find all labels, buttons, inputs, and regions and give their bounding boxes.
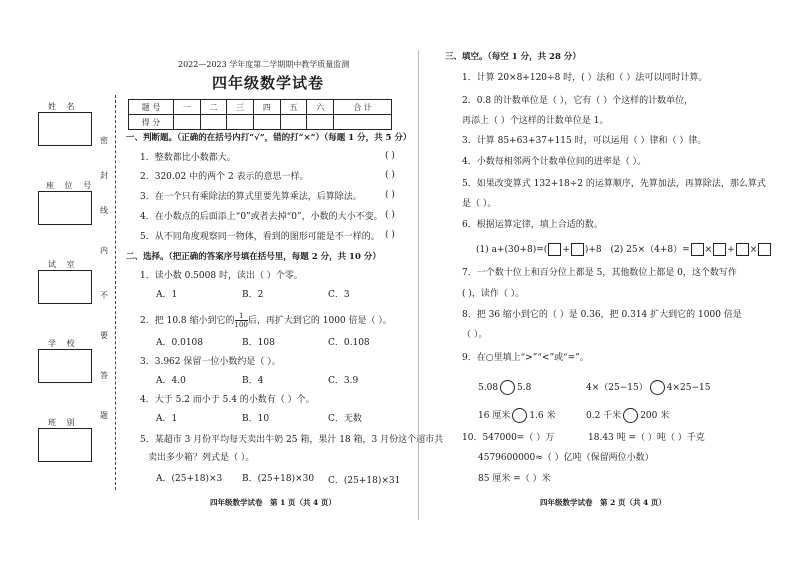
score-header-cell: 五 <box>280 100 307 115</box>
choice-option[interactable]: C．(25+18)×31 <box>328 476 401 486</box>
score-cell[interactable] <box>334 115 392 130</box>
field-label-room: 试 室 <box>48 260 79 269</box>
score-table <box>128 99 392 130</box>
choice-option[interactable]: C．无数 <box>328 414 362 424</box>
choice-option[interactable]: A．(25+18)×3 <box>156 474 223 484</box>
field-label-school: 学 校 <box>48 339 79 348</box>
fill-question: 7．一个数十位上和百分位上都是 5，其他数位上都是 0，这个数写作 <box>462 268 737 278</box>
score-header-cell: 三 <box>227 100 254 115</box>
choice-question: 2．把 10.8 缩小到它的 $\frac{1}{100}$ 后，再扩大到它的 1000 倍是（ ）。 <box>140 312 392 329</box>
judge-question: 5．从不同角度观察同一物体，看到的图形可能是不一样的。 <box>140 232 380 242</box>
section3-title: 三、填空。（每空 1 分，共 28 分） <box>445 52 581 62</box>
compare-item: 0.2 千米 200 米 <box>586 408 669 423</box>
footer-left: 四年级数学试卷 第 1 页（共 4 页） <box>210 498 336 507</box>
choice-option[interactable]: B．(25+18)×30 <box>242 474 315 484</box>
footer-right: 四年级数学试卷 第 2 页（共 4 页） <box>540 498 666 507</box>
judge-question: 4．在小数点的后面添上“0”或者去掉“0”，小数的大小不变。 <box>140 212 383 222</box>
score-header-cell: 合 计 <box>334 100 392 115</box>
answer-box[interactable] <box>548 243 561 256</box>
fill-question: 4．小数每相邻两个计数单位间的进率是（ ）。 <box>462 157 647 167</box>
compare-item: 4×（25−15） 4×25−15 <box>586 380 710 395</box>
score-cell[interactable] <box>174 115 201 130</box>
compare-circle[interactable] <box>500 380 515 395</box>
fill-question-cont: 再添上（ ）个这样的计数单位是 1。 <box>462 116 609 126</box>
judge-question: 2．320.02 中的两个 2 表示的意思一样。 <box>140 172 309 182</box>
fill-question-cont: 是（ ）。 <box>462 199 497 209</box>
fill-question-cont: ( )，读作（ ）。 <box>462 289 525 299</box>
exam-subtitle: 2022—2023 学年度第二学期期中教学质量监测 <box>178 60 350 69</box>
law-fill-row: (1) a+(30+8)=( + )+8 (2) 25×（4+8）= × + × <box>476 243 772 256</box>
exam-room-field[interactable] <box>38 270 92 304</box>
score-cell[interactable] <box>227 115 254 130</box>
fill-question: 1．计算 20×8+120÷8 时，( ）法和（ ）法可以同时计算。 <box>462 73 708 83</box>
seat-number-field[interactable] <box>38 191 92 225</box>
score-header-cell: 一 <box>174 100 201 115</box>
score-table-score-row <box>129 115 392 130</box>
choice-question: 4．大于 5.2 而小于 5.4 的小数有（ ）个。 <box>140 395 315 405</box>
fill-question: 8．把 36 缩小到它的（ ）是 0.36，把 0.314 扩大到它的 1000 倍是 <box>462 310 742 320</box>
choice-question: 5．某超市 3 月份平均每天卖出牛奶 25 箱，果汁 18 箱，3 月份这个超市共 <box>140 435 444 445</box>
fill-question: 6．根据运算定律，填上合适的数。 <box>462 220 603 230</box>
seal-line <box>115 95 116 490</box>
answer-box[interactable] <box>691 243 704 256</box>
section2-title: 二、选择。（把正确的答案序号填在括号里，每题 2 分，共 10 分） <box>126 252 381 262</box>
choice-option[interactable]: C．3.9 <box>328 376 359 386</box>
fill-question-cont: （ ）。 <box>462 330 488 340</box>
score-row-label: 得 分 <box>129 115 174 130</box>
choice-option[interactable]: A．4.0 <box>156 376 186 386</box>
judge-question: 3．在一个只有乘除法的算式里要先算乘法，后算除法。 <box>140 192 362 202</box>
score-header-cell: 六 <box>307 100 334 115</box>
compare-circle[interactable] <box>650 380 665 395</box>
answer-paren[interactable]: ( ) <box>385 170 395 180</box>
choice-option[interactable]: A．1 <box>156 414 178 424</box>
exam-title: 四年级数学试卷 <box>212 74 325 92</box>
answer-box[interactable] <box>758 243 771 256</box>
choice-question-cont: 卖出多少箱？列式是（ ）。 <box>148 453 255 463</box>
choice-option[interactable]: B．10 <box>242 414 270 424</box>
score-header-cell: 二 <box>200 100 227 115</box>
fill-question: 18.43 吨 =（ ）吨（ ）千克 <box>588 433 705 443</box>
choice-question: 1．读小数 0.5008 时，读出（ ）个零。 <box>140 271 303 281</box>
class-field[interactable] <box>38 428 92 462</box>
score-header-cell: 题 号 <box>129 100 174 115</box>
judge-question: 1．整数都比小数都大。 <box>140 153 236 163</box>
fill-question: 3．计算 85+63+37+115 时，可以运用（ ）律和（ ）律。 <box>462 136 707 146</box>
choice-option[interactable]: C．3 <box>328 290 350 300</box>
choice-option[interactable]: A．0.0108 <box>156 338 203 348</box>
name-field[interactable] <box>38 112 92 146</box>
score-header-cell: 四 <box>254 100 281 115</box>
choice-option[interactable]: B．2 <box>242 290 264 300</box>
field-label-name: 姓 名 <box>48 102 79 111</box>
compare-circle[interactable] <box>512 408 527 423</box>
field-label-class: 班 别 <box>48 418 79 427</box>
compare-circle[interactable] <box>623 408 638 423</box>
answer-paren[interactable]: ( ) <box>385 230 395 240</box>
choice-question: 3．3.962 保留一位小数约是（ ）。 <box>140 357 281 367</box>
choice-option[interactable]: B．4 <box>242 376 264 386</box>
answer-box[interactable] <box>736 243 749 256</box>
school-field[interactable] <box>38 349 92 383</box>
score-cell[interactable] <box>200 115 227 130</box>
score-cell[interactable] <box>280 115 307 130</box>
fill-question: 85 厘米 =（ ）米 <box>478 474 551 484</box>
compare-item: 16 厘米 1.6 米 <box>478 408 556 423</box>
compare-item: 5.08 5.8 <box>478 380 531 395</box>
fill-question: 2．0.8 的计数单位是（ ），它有（ ）个这样的计数单位， <box>462 96 694 106</box>
choice-option[interactable]: A．1 <box>156 290 178 300</box>
answer-box[interactable] <box>713 243 726 256</box>
choice-option[interactable]: B．108 <box>242 338 275 348</box>
choice-option[interactable]: C．0.108 <box>328 338 370 348</box>
fill-question: 5．如果改变算式 132+18÷2 的运算顺序，先算加法，再算除法，那么算式 <box>462 179 766 189</box>
fraction: $\frac{1}{100}$ <box>234 312 248 329</box>
answer-box[interactable] <box>571 243 584 256</box>
fill-question: 9．在○里填上“>”“<”或“=”。 <box>462 353 589 363</box>
page-divider <box>418 50 419 520</box>
fill-question: 4579600000≈（ ）亿吨（保留两位小数） <box>478 453 654 463</box>
answer-paren[interactable]: ( ) <box>385 210 395 220</box>
score-table-header-row <box>129 100 392 115</box>
section1-title: 一、判断题。（正确的在括号内打“√”，错的打“×”）（每题 1 分，共 5 分） <box>126 133 412 143</box>
score-cell[interactable] <box>307 115 334 130</box>
fill-question: 10．547000=（ ）万 <box>462 433 555 443</box>
score-cell[interactable] <box>254 115 281 130</box>
field-label-seat: 座 位 号 <box>46 181 96 190</box>
answer-paren[interactable]: ( ) <box>385 190 395 200</box>
answer-paren[interactable]: ( ) <box>385 151 395 161</box>
